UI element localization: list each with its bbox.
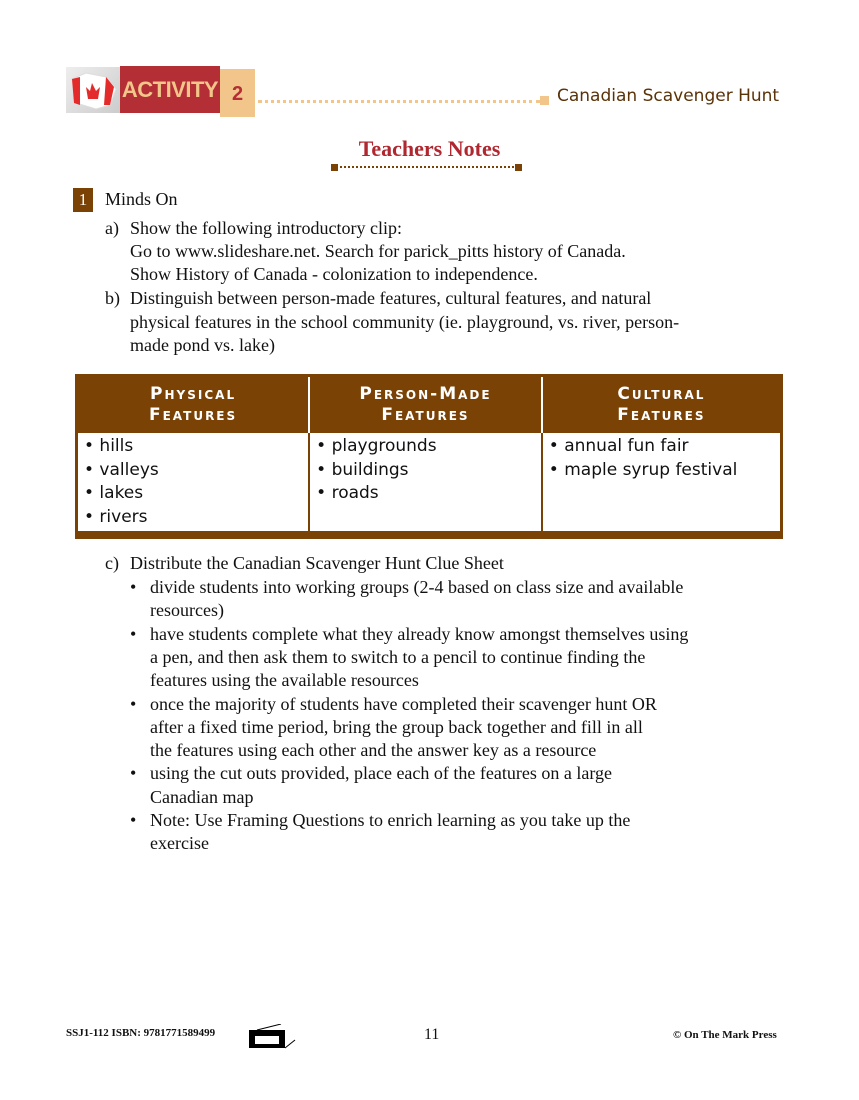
header-dotted-rule [258, 100, 540, 103]
footer-code: SSJ1-112 ISBN: 9781771589499 [66, 1027, 216, 1039]
cultural-features-cell: • annual fun fair • maple syrup festival [542, 433, 782, 535]
bullet-line: features using the available resources [150, 670, 419, 691]
activity-badge: ACTIVITY [120, 66, 220, 113]
header-physical: Physical Features [77, 376, 310, 434]
page-number: 11 [424, 1026, 440, 1043]
bullet-line: exercise [150, 833, 209, 854]
header-rule-end [540, 96, 549, 105]
item-a-line: Show History of Canada - colonization to independence. [130, 264, 538, 284]
publisher: © On The Mark Press [673, 1029, 777, 1041]
bullet-marker: • [130, 763, 137, 784]
item-a-line: Show the following introductory clip: [130, 218, 402, 238]
physical-features-cell: • hills • valleys • lakes • rivers [84, 436, 159, 527]
page-title: Teachers Notes [358, 136, 501, 161]
item-b-label: b) [105, 288, 120, 308]
bullet-line: the features using each other and the answer key as a resource [150, 740, 597, 761]
header-person-made: Person-Made Features [309, 376, 542, 434]
item-c-label: c) [105, 553, 119, 573]
bullet-marker: • [130, 577, 137, 597]
section-number: 1 [73, 188, 93, 212]
bullet-line: using the cut outs provided, place each of the features on a large [150, 763, 612, 784]
item-b-line: made pond vs. lake) [130, 335, 275, 355]
bullet-line: divide students into working groups (2-4 based on class size and available [150, 577, 684, 597]
activity-number: 2 [220, 69, 255, 117]
item-b-line: Distinguish between person-made features, cultural features, and natural [130, 288, 652, 308]
bullet-line: once the majority of students have completed their scavenger hunt OR [150, 693, 657, 714]
bullet-line: a pen, and then ask them to switch to a pencil to continue finding the [150, 646, 646, 667]
bullet-marker: • [130, 693, 137, 714]
bullet-marker: • [130, 810, 137, 830]
item-a-line: Go to www.slideshare.net. Search for parick_pitts history of Canada. [130, 241, 626, 261]
bullet-line: Canadian map [150, 786, 254, 807]
bullet-marker: • [130, 623, 137, 644]
header-cultural: Cultural Features [542, 376, 782, 434]
underline-end-right [515, 164, 522, 171]
bullet-line: Note: Use Framing Questions to enrich learning as you take up the [150, 810, 631, 830]
series-title: Canadian Scavenger Hunt [557, 86, 780, 106]
section-heading: Minds On [105, 189, 178, 209]
printer-icon [247, 1024, 297, 1055]
canada-flag-map-icon [66, 67, 120, 113]
item-a-label: a) [105, 218, 119, 238]
underline-end-left [331, 164, 338, 171]
item-b-line: physical features in the school community (ie. playground, vs. river, person- [130, 312, 680, 332]
features-table [75, 374, 783, 539]
bullet-line: have students complete what they already know amongst themselves using [150, 623, 689, 644]
bullet-line: resources) [150, 600, 224, 621]
title-underline [336, 166, 518, 168]
person-made-features-cell: • playgrounds • buildings • roads [309, 433, 542, 535]
item-c-line: Distribute the Canadian Scavenger Hunt Clue Sheet [130, 553, 504, 573]
bullet-line: after a fixed time period, bring the group back together and fill in all [150, 716, 643, 737]
